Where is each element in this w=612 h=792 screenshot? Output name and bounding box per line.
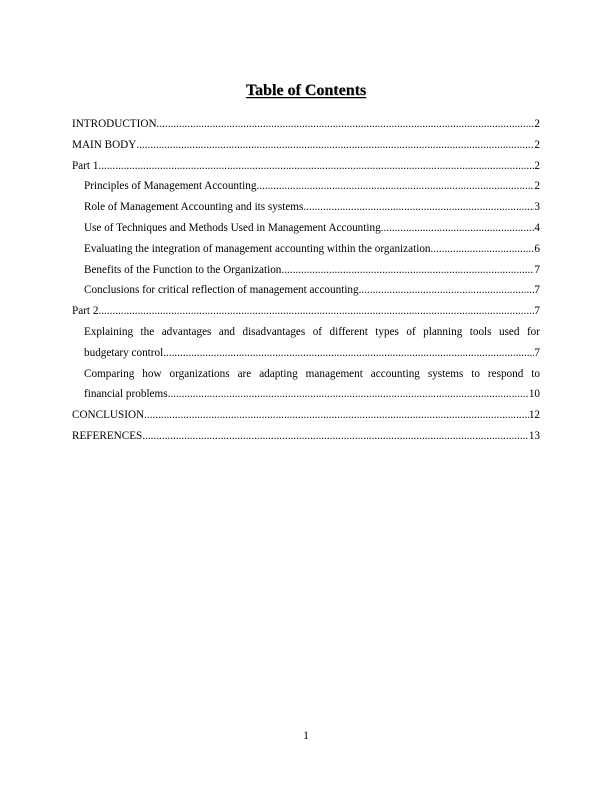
toc-entry-label-text: Explaining the advantages and disadvantages of different types of planning tools used for (84, 325, 540, 338)
dot-leader (381, 218, 535, 239)
toc-entry-label: Benefits of the Function to the Organization (84, 263, 282, 276)
toc-entry-page: 13 (528, 429, 540, 442)
dot-leader (303, 197, 534, 218)
table-of-contents (72, 114, 540, 447)
dot-leader (359, 280, 535, 301)
toc-entry-planning-tools[interactable] (72, 322, 540, 364)
dot-leader (136, 135, 534, 156)
dot-leader (98, 156, 534, 177)
toc-entry-page: 2 (534, 159, 540, 172)
toc-entry-label: Part 1 (72, 159, 99, 172)
toc-entry-page: 4 (534, 221, 540, 234)
toc-entry-label: Evaluating the integration of management accounting within the organization (84, 242, 431, 255)
toc-entry-introduction[interactable] (72, 114, 540, 135)
toc-entry-page: 3 (534, 201, 540, 214)
toc-entry-label: budgetary control (84, 346, 164, 359)
toc-entry-label-line1 (84, 322, 540, 343)
toc-entry-label: INTRODUCTION (72, 118, 157, 130)
toc-entry-page: 7 (534, 346, 540, 359)
toc-entry-references[interactable] (72, 426, 540, 447)
dot-leader (98, 301, 534, 322)
toc-entry-part-2[interactable] (72, 301, 540, 322)
dot-leader (168, 384, 529, 405)
toc-entry-page: 7 (534, 263, 540, 276)
toc-entry-page: 7 (534, 284, 540, 297)
toc-entry-benefits[interactable] (72, 260, 540, 281)
dot-leader (431, 239, 535, 260)
page-number: 1 (303, 730, 309, 742)
toc-entry-conclusions[interactable] (72, 280, 540, 301)
toc-entry-label-line1 (84, 364, 540, 385)
toc-entry-label: Use of Techniques and Methods Used in Management Accounting (84, 221, 381, 234)
toc-entry-principles[interactable] (72, 176, 540, 197)
toc-entry-label: Part 2 (72, 305, 99, 318)
toc-entry-label: MAIN BODY (72, 138, 137, 151)
toc-entry-label: financial problems (84, 388, 168, 401)
toc-entry-page: 2 (534, 118, 540, 130)
toc-entry-evaluating[interactable] (72, 239, 540, 260)
dot-leader (163, 343, 534, 364)
toc-entry-page: 7 (534, 305, 540, 318)
dot-leader (142, 426, 529, 447)
toc-entry-label: REFERENCES (72, 429, 143, 442)
dot-leader (281, 260, 534, 281)
toc-entry-label: CONCLUSION (72, 409, 145, 422)
toc-title: Table of Contents (245, 82, 367, 99)
dot-leader (144, 405, 529, 426)
toc-entry-page: 6 (534, 242, 540, 255)
toc-entry-part-1[interactable] (72, 156, 540, 177)
toc-entry-label: Principles of Management Accounting (84, 180, 257, 193)
dot-leader (157, 114, 535, 135)
toc-entry-label: Conclusions for critical reflection of management accounting (84, 284, 359, 297)
toc-entry-techniques[interactable] (72, 218, 540, 239)
dot-leader (256, 176, 534, 197)
toc-entry-label-text: Comparing how organizations are adapting management accounting systems to respond to (84, 367, 540, 380)
toc-entry-conclusion[interactable] (72, 405, 540, 426)
toc-entry-main-body[interactable] (72, 135, 540, 156)
toc-entry-comparing[interactable] (72, 364, 540, 406)
toc-entry-page: 10 (528, 388, 540, 401)
toc-entry-label: Role of Management Accounting and its systems (84, 201, 304, 214)
toc-entry-page: 2 (534, 180, 540, 193)
toc-entry-page: 12 (528, 409, 540, 422)
toc-entry-page: 2 (534, 138, 540, 151)
toc-entry-role[interactable] (72, 197, 540, 218)
